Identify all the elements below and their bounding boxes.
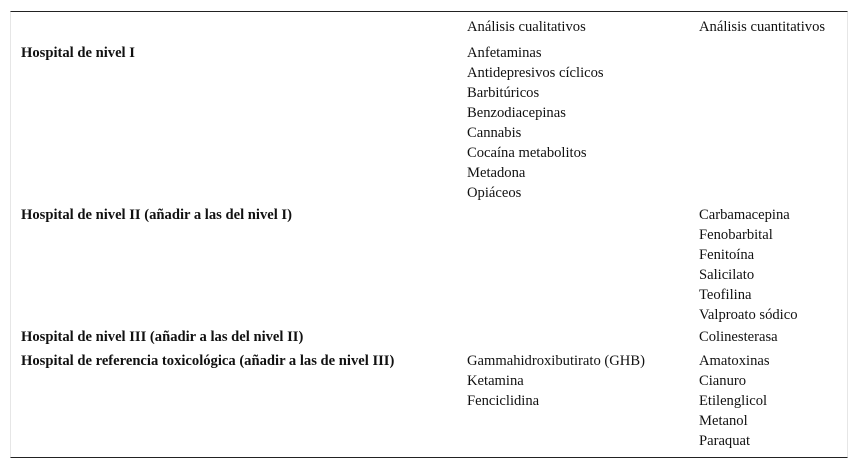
list-item: Colinesterasa (699, 329, 778, 345)
list-item: Anfetaminas (467, 45, 542, 61)
list-item: Salicilato (699, 267, 755, 283)
list-item: Cocaína metabolitos (467, 145, 587, 161)
list-item: Carbamacepina (699, 207, 790, 223)
row-label-level-3: Hospital de nivel III (añadir a las del nivel II) (21, 329, 304, 345)
list-item: Metanol (699, 413, 748, 429)
row-3-quantitative-list (699, 329, 778, 349)
list-item: Benzodiacepinas (467, 105, 566, 121)
row-4-qualitative-list (467, 353, 645, 413)
list-item: Metadona (467, 165, 526, 181)
row-1-qualitative-list (467, 45, 604, 205)
list-item: Barbitúricos (467, 85, 540, 101)
list-item: Cianuro (699, 373, 747, 389)
row-4-quantitative-list (699, 353, 770, 453)
list-item: Valproato sódico (699, 307, 798, 323)
list-item: Cannabis (467, 125, 522, 141)
row-2-quantitative-list (699, 207, 798, 327)
list-item: Fenobarbital (699, 227, 773, 243)
row-label-level-1: Hospital de nivel I (21, 45, 135, 61)
list-item: Gammahidroxibutirato (GHB) (467, 353, 645, 369)
list-item: Antidepresivos cíclicos (467, 65, 604, 81)
row-label-reference-hospital: Hospital de referencia toxicológica (añadir a las de nivel III) (21, 353, 395, 369)
header-quantitative: Análisis cuantitativos (699, 19, 826, 35)
list-item: Etilenglicol (699, 393, 768, 409)
row-label-level-2: Hospital de nivel II (añadir a las del nivel I) (21, 207, 292, 223)
list-item: Paraquat (699, 433, 751, 449)
list-item: Fenitoína (699, 247, 755, 263)
list-item: Amatoxinas (699, 353, 770, 369)
header-qualitative: Análisis cualitativos (467, 19, 586, 35)
list-item: Fenciclidina (467, 393, 540, 409)
list-item: Ketamina (467, 373, 524, 389)
list-item: Opiáceos (467, 185, 522, 201)
list-item: Teofilina (699, 287, 752, 303)
